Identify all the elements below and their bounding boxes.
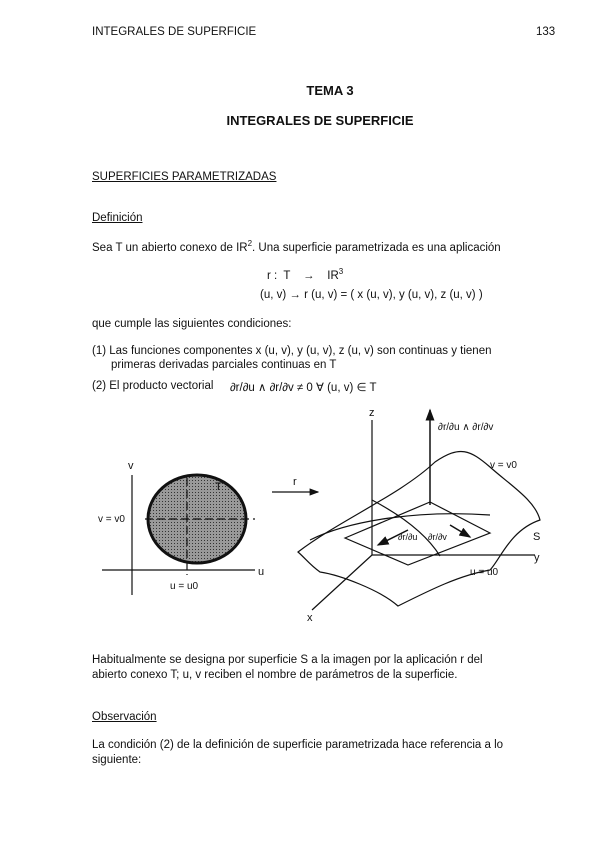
condition-1: (1) Las funciones componentes x (u, v), y (u, v), z (u, v) son continuas y tienen [92,345,492,357]
z-axis-label: z [369,407,375,419]
v-curve-label: v = v0 [490,460,517,471]
tangent-v-label: ∂r/∂v [428,532,447,542]
definition-heading: Definición [92,212,143,224]
chapter-subtitle: INTEGRALES DE SUPERFICIE [226,113,414,128]
map-label: r [293,476,297,488]
u-eq-label: u = u0 [170,581,199,592]
surface-S [298,451,540,606]
condition-2: (2) El producto vectorial [92,380,214,392]
paragraph-line-1: Habitualmente se designa por superficie S a la imagen por la aplicación r del [92,654,483,666]
map-line-2: (u, v) → r (u, v) = ( x (u, v), y (u, v), z (u, v) ) [260,289,483,301]
surface-label: S [533,531,541,543]
section-heading: SUPERFICIES PARAMETRIZADAS [92,171,277,183]
text: . Una superficie parametrizada es una aplicación [252,241,501,254]
x-axis-label: x [307,612,313,624]
running-header: INTEGRALES DE SUPERFICIE [92,26,257,38]
v-axis-label: v [128,460,134,472]
region-label: T [215,481,222,493]
condition-1-cont: primeras derivadas parciales continuas en T [111,359,337,371]
text: r : T → IR [267,269,339,282]
conditions-intro: que cumple las siguientes condiciones: [92,318,292,330]
observation-line-1: La condición (2) de la definición de superficie parametrizada hace referencia a lo [92,739,504,751]
page-number: 133 [536,26,556,38]
condition-2-formula: ∂r/∂u ∧ ∂r/∂v ≠ 0 ∀ (u, v) ∈ T [230,382,377,394]
paragraph-line-2: abierto conexo T; u, v reciben el nombre de parámetros de la superficie. [92,669,458,681]
v-eq-label: v = v0 [98,514,125,525]
observation-line-2: siguiente: [92,754,142,766]
observation-heading: Observación [92,711,157,723]
superscript: 3 [338,267,344,276]
superscript: 2 [247,239,253,248]
x-axis [312,555,372,610]
chapter-title: TEMA 3 [306,83,354,98]
y-axis-label: y [534,552,540,564]
normal-label: ∂r/∂u ∧ ∂r/∂v [438,422,494,433]
tangent-u-label: ∂r/∂u [398,532,418,542]
u-axis-label: u [258,566,265,578]
text: Sea T un abierto conexo de IR [92,241,248,254]
u-curve-label: u = u0 [470,567,499,578]
